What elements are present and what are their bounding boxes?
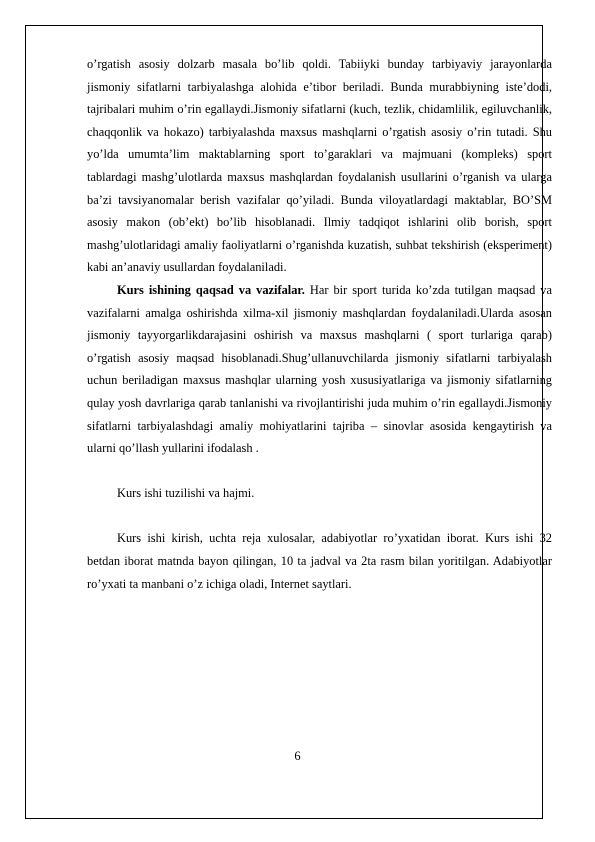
paragraph-1: o’rgatish asosiy dolzarb masala bo’lib qoldi. Tabiiyki bunday tarbiyaviy jarayonlarda jismoniy sifatlarni tarbiyalashga alohida e’tibor beriladi. Bunda murabbiyning iste’dodi, tajribalari muhim o’rin egallaydi.Jismoniy sifatlarni (kuch, tezlik, chidamlilik, egiluvchanlik, chaqqonlik va hokazo) tarbiyalashda maxsus mashqlarni o’rgatish asosiy o’rin tutadi. Shu yo’lda umumta’lim maktablarning sport to’garaklari va majmuani (kompleks) sport tablardagi mashg’ulotlarda maxsus mashqlardan foydalanish usullarini o’rganish va ularga ba’zi tavsiyanomalar berish vazifalar qo’yiladi. Bunda viloyatlardagi maktablar, BO’SM asosiy makon (ob’ekt) bo’lib hisoblanadi. Ilmiy tadqiqot ishlarini olib borish, sport mashg’ulotlaridagi amaliy faoliyatlarni o’rganishda kuzatish, suhbat tekshirish (eksperiment) kabi an’anaviy usullardan foydalaniladi. [87, 57, 552, 275]
document-body [87, 53, 552, 595]
page-number: 6 [294, 749, 301, 763]
paragraph-goals-text: Har bir sport turida ko’zda tutilgan maqsad va vazifalarni amalga oshirishda xilma-xil jismoniy mashqlardan foydalaniladi.Ularda asosan jismoniy tayyorgarlikdarajasini oshirish va maxsus mashqlarni ( sport turlariga qarab) o’rgatish asosiy maqsad hisoblanadi.Shug’ullanuvchilarda jismoniy sifatlarni tarbiyalash uchun beriladigan maxsus mashqlar ularning yosh xususiyatlariga va jismoniy sifatlarning qulay yosh davrlariga qarab tanlanishi va rivojlantirishi juda muhim o’rin egallaydi.Jismoniy sifatlarni tarbiyalashdagi amaliy mohiyatlarini tajriba – sinovlar asosida kengaytirish va ularni qo’llash yullarini ifodalash . [87, 282, 552, 456]
paragraph-structure: Kurs ishi kirish, uchta reja xulosalar, adabiyotlar ro’yxatidan iborat. Kurs ishi 32 betdan iborat matnda bayon qilingan, 10 ta jadval va 2ta rasm bilan yoritilgan. Adabiyotlar ro’yxati ta manbani o’z ichiga oladi, Internet saytlari. [87, 531, 552, 591]
section-heading-structure: Kurs ishi tuzilishi va hajmi. [117, 486, 255, 501]
section-heading-goals: Kurs ishining qaqsad va vazifalar. [117, 282, 305, 297]
paragraph-goals [87, 279, 552, 460]
